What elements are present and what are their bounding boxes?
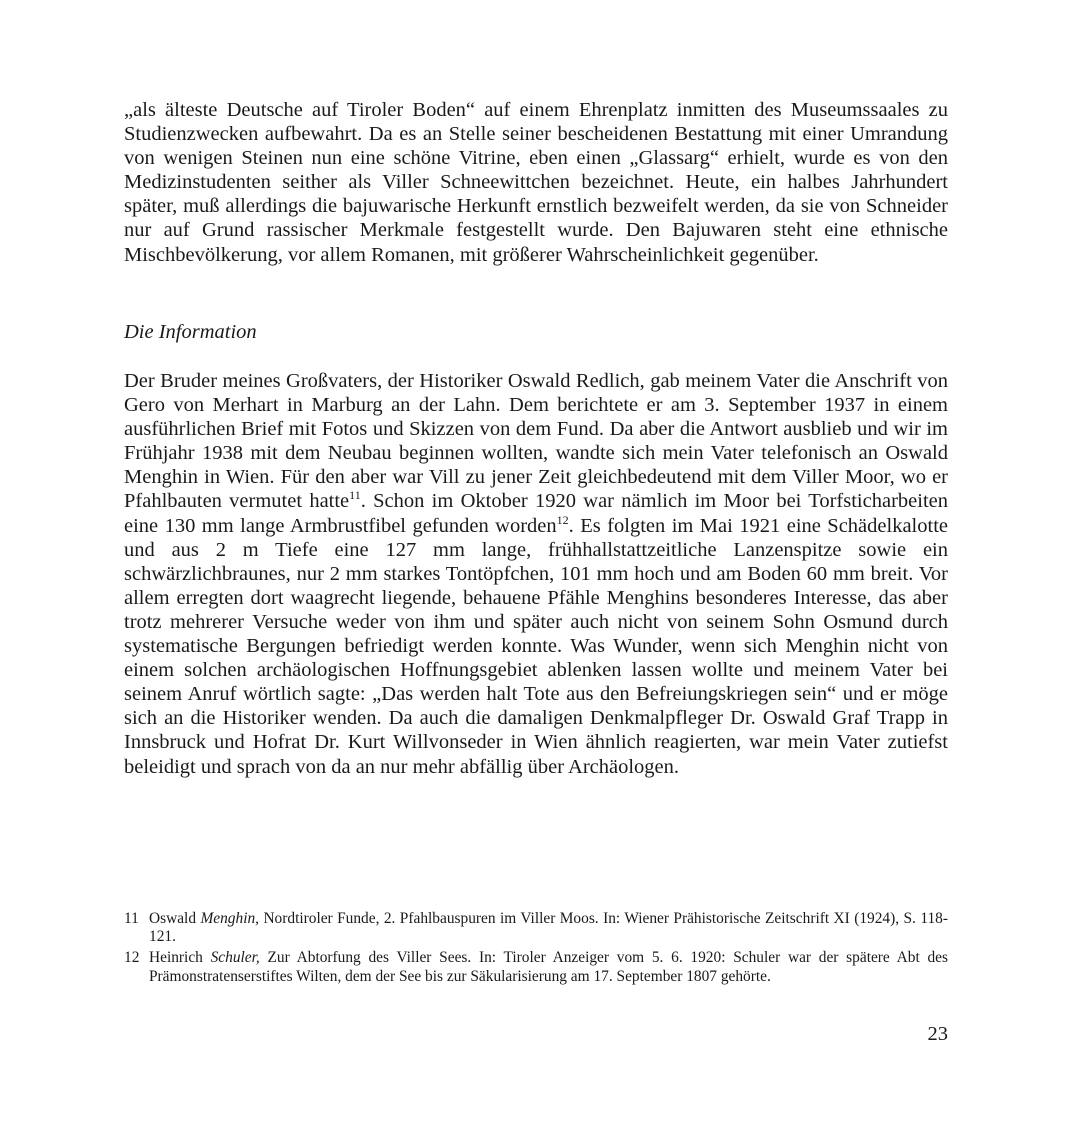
footnote-number: 12 <box>124 949 140 967</box>
footnotes <box>124 910 948 986</box>
footnote-author-first: Oswald <box>149 910 197 927</box>
footnote-reference: 11 <box>349 488 361 503</box>
footnote-text <box>149 910 948 946</box>
footnote-number: 11 <box>124 910 139 927</box>
footnote-author-last: Menghin, <box>200 910 260 927</box>
footnote <box>124 910 948 946</box>
body-paragraph: „als älteste Deutsche auf Tiroler Boden“ auf einem Ehrenplatz inmitten des Museumssaales zu Studienzwecken aufbewahrt. Da es an Stelle seiner bescheidenen Bestattung mit einer Umrandung von wenigen Steinen nun eine schöne Vitrine, eben einen „Glassarg“ erhielt, wurde es von den Medizinstudenten seither als Viller Schneewittchen bezeichnet. Heute, ein halbes Jahrhundert später, muß allerdings die bajuwarische Herkunft ernstlich bezweifelt werden, da sie von Schneider nur auf Grund rassischer Merkmale festgestellt wurde. Den Bajuwaren steht eine ethnische Mischbevölkerung, vor allem Romanen, mit größerer Wahrscheinlichkeit gegenüber. <box>124 99 948 266</box>
section-paragraph <box>124 369 948 779</box>
footnote-reference: 12 <box>556 512 569 527</box>
footnote-text <box>149 949 948 985</box>
footnote-body: Nordtiroler Funde, 2. Pfahlbauspuren im Viller Moos. In: Wiener Prähistorische Zeitschrift XI (1924), S. 118-121. <box>149 910 948 946</box>
paragraph-text: Der Bruder meines Großvaters, der Historiker Oswald Redlich, gab meinem Vater die Anschrift von Gero von Merhart in Marburg an der Lahn. Dem berichtete er am 3. September 1937 in einem ausführlichen Brief mit Fotos und Skizzen von dem Fund. Da aber die Antwort ausblieb und wir im Frühjahr 1938 mit dem Neubau beginnen wollten, wandte sich mein Vater telefonisch an Oswald Menghin in Wien. Für den aber war Vill zu jener Zeit gleichbedeutend mit dem Viller Moor, wo er Pfahlbauten vermutet hatte <box>124 370 948 513</box>
paragraph-text: . Es folgten im Mai 1921 eine Schädelkalotte und aus 2 m Tiefe eine 127 mm lange, frühhallstattzeitliche Lanzenspitze sowie ein schwärzlichbraunes, nur 2 mm starkes Tontöpfchen, 101 mm hoch und am Boden 60 mm breit. Vor allem erregten dort waagrecht liegende, behauene Pfähle Menghins besonderes Interesse, das aber trotz mehrerer Versuche weder von ihm und später auch nicht von seinem Sohn Osmund durch systematische Bergungen befriedigt werden konnte. Was Wunder, wenn sich Menghin nicht von einem solchen archäologischen Hoffnungsgebiet ablenken lassen wollte und meinem Vater bei seinem Anruf wörtlich sagte: „Das werden halt Tote aus den Befreiungskriegen sein“ und er möge sich an die Historiker wenden. Da auch die damaligen Denkmalpfleger Dr. Oswald Graf Trapp in Innsbruck und Hofrat Dr. Kurt Willvonseder in Wien ähnlich reagierten, war mein Vater zutiefst beleidigt und sprach von da an nur mehr abfällig über Archäologen. <box>124 514 948 778</box>
footnote-body: Zur Abtorfung des Viller Sees. In: Tiroler Anzeiger vom 5. 6. 1920: Schuler war der spätere Abt des Prämonstratenserstiftes Wilten, dem der See bis zur Säkularisierung am 17. September 1807 gehörte. <box>149 949 948 985</box>
footnote <box>124 949 948 985</box>
footnote-author-last: Schuler, <box>210 949 260 967</box>
page-number: 23 <box>927 1023 948 1045</box>
section-heading: Die Information <box>124 321 257 343</box>
paragraph-text: . Schon im Oktober 1920 war nämlich im Moor bei Torfsticharbeiten eine 130 mm lange Armbrustfibel gefunden worden <box>124 490 948 537</box>
footnote-author-first: Heinrich <box>149 949 203 967</box>
